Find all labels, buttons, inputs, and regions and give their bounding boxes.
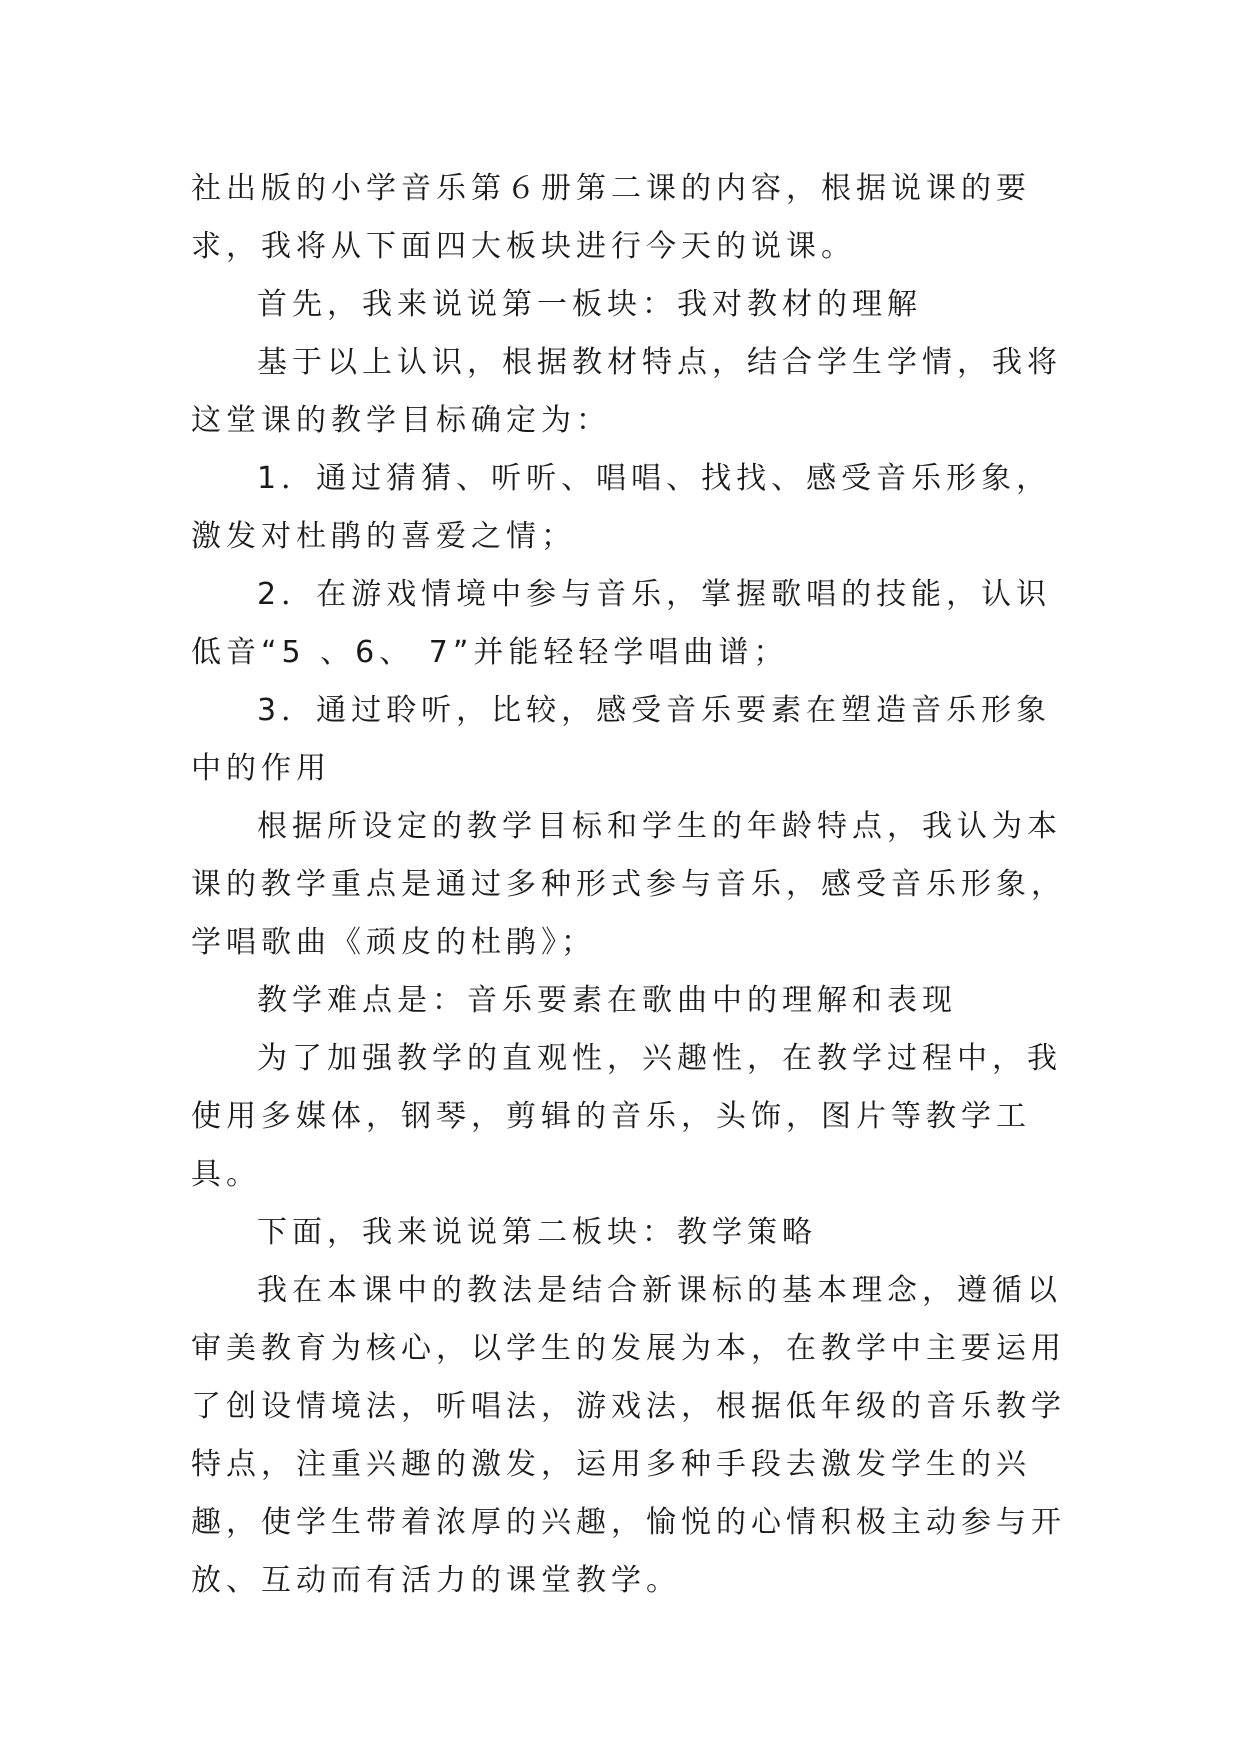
paragraph-2: 首先，我来说说第一板块：我对教材的理解: [257, 287, 922, 322]
paragraph-10: 下面，我来说说第二板块：教学策略: [257, 1215, 817, 1250]
paragraph-7: 根据所设定的教学目标和学生的年龄特点，我认为本课的教学重点是通过多种形式参与音乐，感受音乐形象，学唱歌曲《顽皮的杜鹃》；: [191, 809, 1066, 960]
paragraph-9: 为了加强教学的直观性，兴趣性，在教学过程中，我使用多媒体，钢琴，剪辑的音乐，头饰，图片等教学工具。: [191, 1041, 1062, 1192]
paragraph-4: 1．通过猜猜、听听、唱唱、找找、感受音乐形象，激发对杜鹃的喜爱之情；: [191, 461, 1052, 554]
paragraph-3: 基于以上认识，根据教材特点，结合学生学情，我将这堂课的教学目标确定为：: [191, 345, 1062, 438]
paragraph-5: 2．在游戏情境中参与音乐，掌握歌唱的技能，认识低音“5 、6、 7”并能轻轻学唱曲谱；: [191, 577, 1052, 670]
paragraph-6: 3．通过聆听，比较，感受音乐要素在塑造音乐形象中的作用: [191, 693, 1052, 786]
paragraph-11: 我在本课中的教法是结合新课标的基本理念，遵循以审美教育为核心，以学生的发展为本，在教学中主要运用了创设情境法，听唱法，游戏法，根据低年级的音乐教学特点，注重兴趣的激发，运用多种手段去激发学生的兴趣，使学生带着浓厚的兴趣，愉悦的心情积极主动参与开放、互动而有活力的课堂教学。: [191, 1273, 1066, 1598]
paragraph-1: 社出版的小学音乐第６册第二课的内容，根据说课的要求，我将从下面四大板块进行今天的说课。: [191, 171, 1031, 264]
paragraph-8: 教学难点是：音乐要素在歌曲中的理解和表现: [257, 983, 957, 1018]
document-body: [191, 160, 1071, 1610]
